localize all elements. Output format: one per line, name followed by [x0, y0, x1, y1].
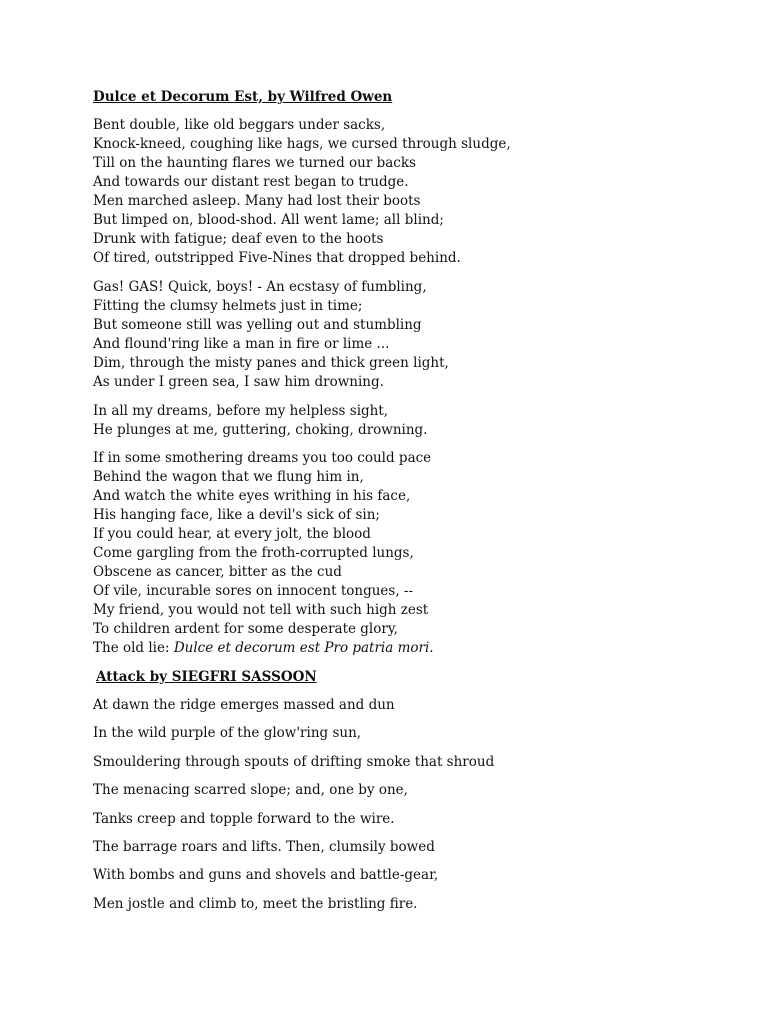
poem-line: He plunges at me, guttering, choking, drowning. [93, 422, 428, 438]
poem-line: Men jostle and climb to, meet the bristling fire. [93, 896, 418, 912]
last-line-prefix: The old lie: [93, 640, 174, 656]
poem-line: Dim, through the misty panes and thick green light, [93, 355, 449, 371]
poem-line: Smouldering through spouts of drifting smoke that shroud [93, 754, 495, 770]
poem-line: If you could hear, at every jolt, the blood [93, 526, 371, 542]
poem-line: My friend, you would not tell with such high zest [93, 602, 429, 618]
poem-line: Knock-kneed, coughing like hags, we cursed through sludge, [93, 136, 511, 152]
poem-line: Of vile, incurable sores on innocent tongues, -- [93, 583, 414, 599]
poem-line: Men marched asleep. Many had lost their boots [93, 193, 421, 209]
poem-line: To children ardent for some desperate glory, [93, 621, 398, 637]
poem-line: Bent double, like old beggars under sacks, [93, 117, 386, 133]
poem-line: If in some smothering dreams you too could pace [93, 450, 432, 466]
poem-line: His hanging face, like a devil's sick of sin; [93, 507, 380, 523]
poem-title-owen: Dulce et Decorum Est, by Wilfred Owen [93, 89, 393, 105]
poem-line: The menacing scarred slope; and, one by one, [93, 782, 408, 798]
poem-line: And watch the white eyes writhing in his face, [93, 488, 411, 504]
poem-line: The barrage roars and lifts. Then, clumsily bowed [93, 839, 435, 855]
poem-line: But someone still was yelling out and stumbling [93, 317, 422, 333]
poem-line: Come gargling from the froth-corrupted lungs, [93, 545, 414, 561]
poem-line: But limped on, blood-shod. All went lame; all blind; [93, 212, 444, 228]
last-line-latin: Dulce et decorum est Pro patria mori. [173, 640, 434, 656]
poem-line: Obscene as cancer, bitter as the cud [93, 564, 342, 580]
poem-line: Drunk with fatigue; deaf even to the hoots [93, 231, 384, 247]
poem-last-line [93, 639, 434, 658]
poem-line: And flound'ring like a man in fire or lime ... [93, 336, 390, 352]
poem-line: Gas! GAS! Quick, boys! - An ecstasy of fumbling, [93, 279, 427, 295]
poem-line: Behind the wagon that we flung him in, [93, 469, 364, 485]
poem-line: And towards our distant rest began to trudge. [93, 174, 409, 190]
poem-line: With bombs and guns and shovels and battle-gear, [93, 867, 439, 883]
poem-line: Fitting the clumsy helmets just in time; [93, 298, 363, 314]
poem-line: At dawn the ridge emerges massed and dun [93, 697, 395, 713]
poem-title-sassoon: Attack by SIEGFRI SASSOON [96, 669, 317, 685]
poem-line: Till on the haunting flares we turned our backs [93, 155, 416, 171]
poem-line: Of tired, outstripped Five-Nines that dropped behind. [93, 250, 461, 266]
poem-line: In the wild purple of the glow'ring sun, [93, 725, 362, 741]
poem-line: Tanks creep and topple forward to the wire. [93, 811, 395, 827]
poem-line: In all my dreams, before my helpless sight, [93, 403, 389, 419]
poem-line: As under I green sea, I saw him drowning. [93, 374, 384, 390]
